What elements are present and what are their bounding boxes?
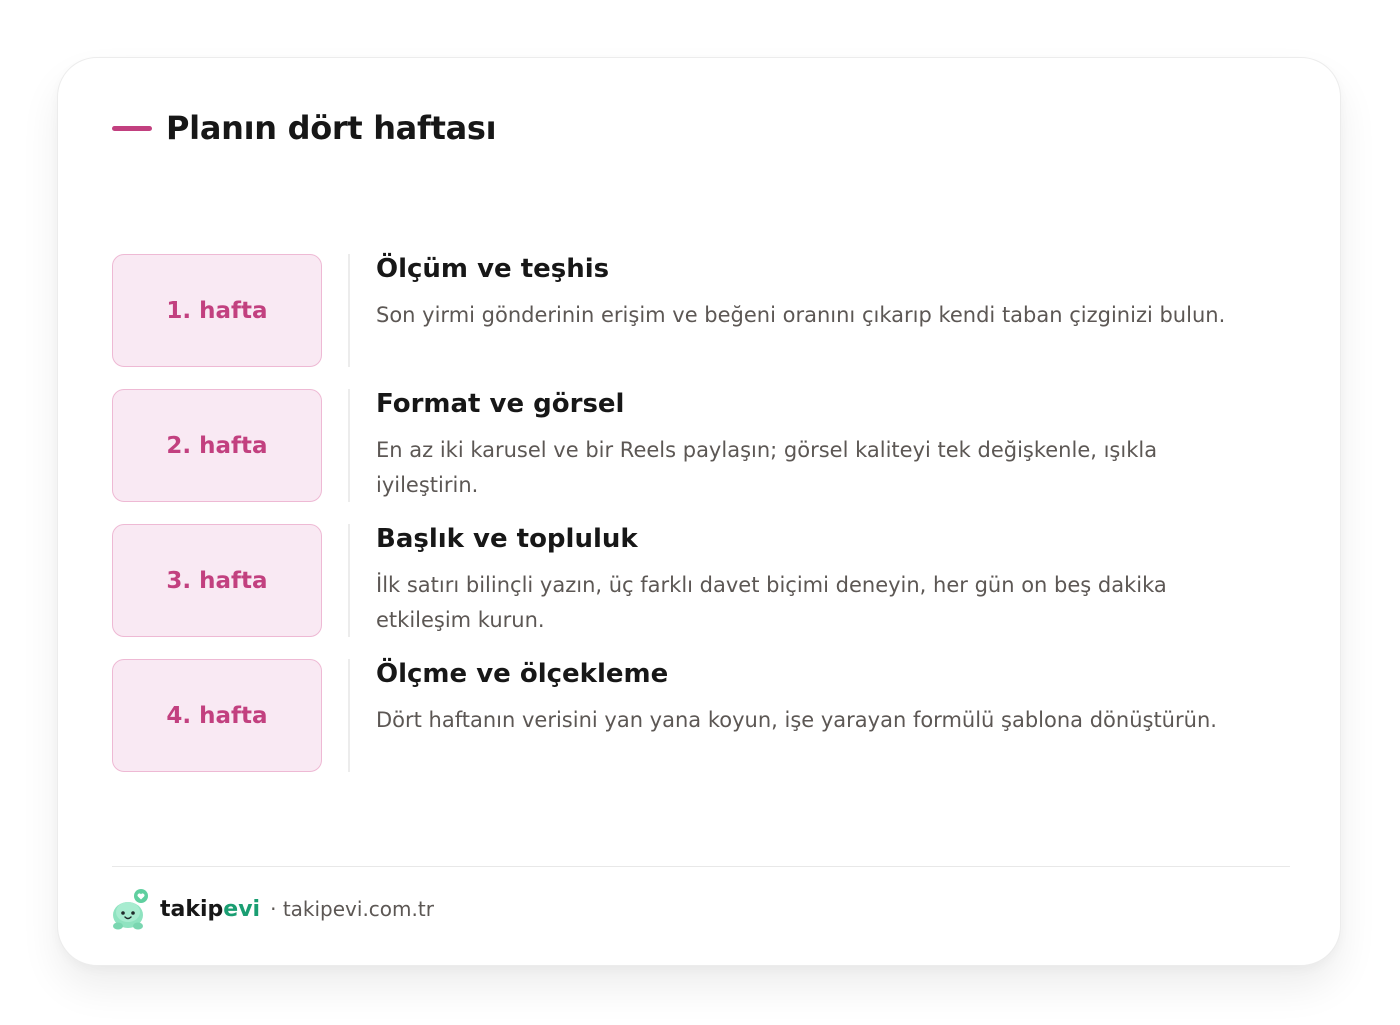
week-badge: 4. hafta — [112, 659, 322, 772]
week-description: En az iki karusel ve bir Reels paylaşın; görsel kaliteyi tek değişkenle, ışıkla iyileştirin. — [376, 438, 1158, 497]
week-description: Son yirmi gönderinin erişim ve beğeni oranını çıkarıp kendi taban çizginizi bulun. — [376, 303, 1226, 327]
footer-divider — [112, 866, 1290, 867]
week-description: Dört haftanın verisini yan yana koyun, işe yarayan formülü şablona dönüştürün. — [376, 708, 1217, 732]
week-description: İlk satırı bilinçli yazın, üç farklı davet biçimi deneyin, her gün on beş dakika etkileşim kurun. — [376, 573, 1167, 632]
week-badge: 3. hafta — [112, 524, 322, 637]
title-row — [112, 106, 496, 150]
week-item-4 — [112, 659, 1292, 772]
week-divider — [348, 389, 350, 502]
brand-name-accent: evi — [223, 896, 261, 922]
plan-card — [57, 57, 1341, 966]
week-title: Ölçme ve ölçekleme — [376, 659, 669, 689]
title-accent-bar — [112, 126, 152, 131]
week-badge: 1. hafta — [112, 254, 322, 367]
footer — [110, 888, 434, 930]
week-item-3 — [112, 524, 1292, 637]
week-divider — [348, 254, 350, 367]
week-divider — [348, 659, 350, 772]
week-title: Başlık ve topluluk — [376, 524, 638, 554]
week-title: Format ve görsel — [376, 389, 625, 419]
week-list — [112, 254, 1292, 794]
brand-name — [160, 897, 260, 922]
week-badge: 2. hafta — [112, 389, 322, 502]
page-title: Planın dört haftası — [166, 109, 497, 147]
week-item-2 — [112, 389, 1292, 502]
mascot-logo-icon — [110, 888, 150, 930]
week-divider — [348, 524, 350, 637]
week-title: Ölçüm ve teşhis — [376, 254, 610, 284]
brand-domain: · takipevi.com.tr — [270, 897, 434, 921]
brand-name-main: takip — [160, 896, 224, 922]
week-item-1 — [112, 254, 1292, 367]
